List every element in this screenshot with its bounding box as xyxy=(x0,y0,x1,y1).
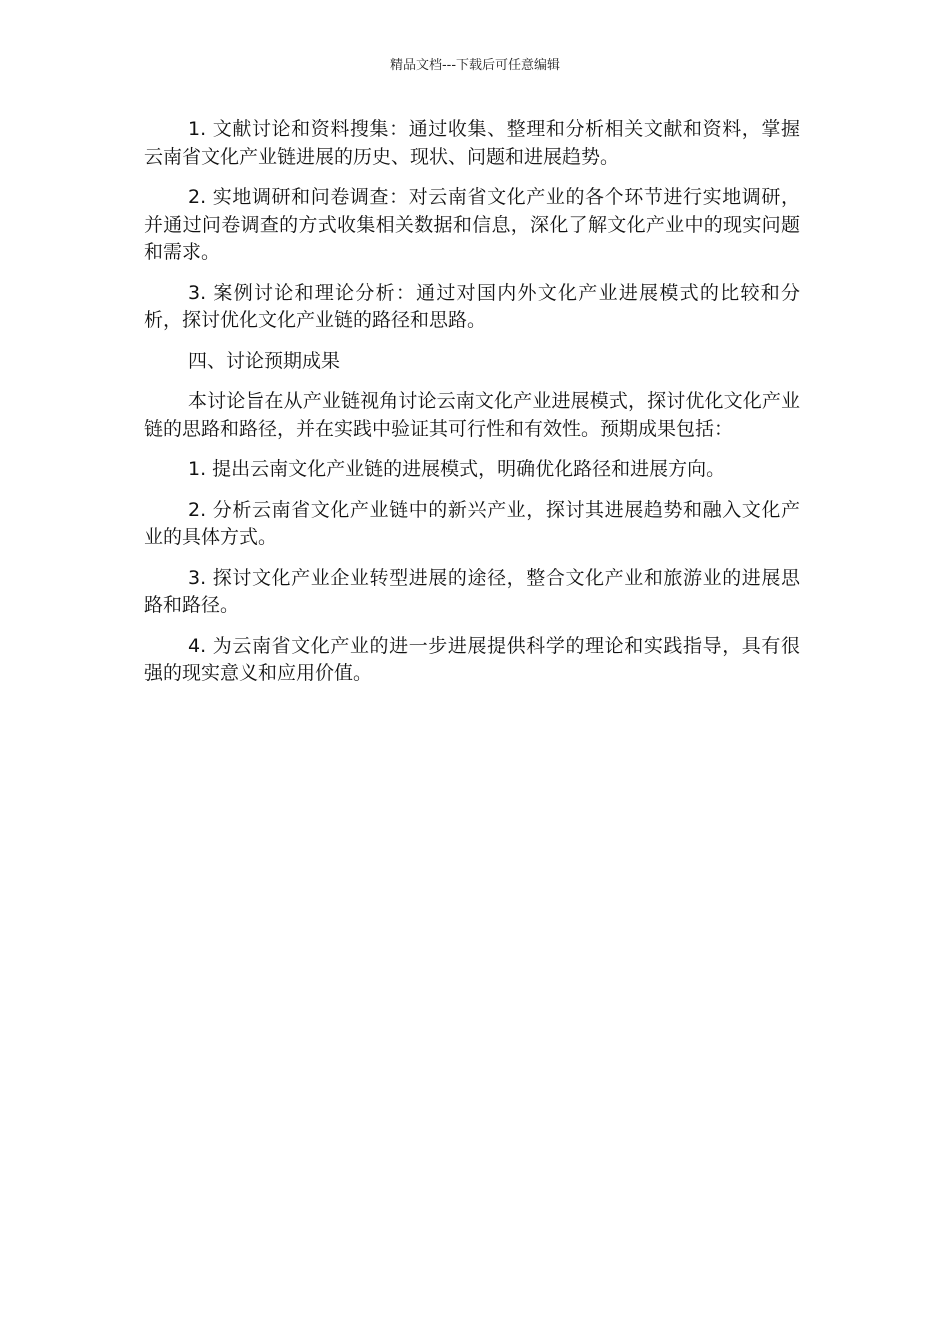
result-item-1: 1. 提出云南文化产业链的进展模式，明确优化路径和进展方向。 xyxy=(188,458,726,480)
expected-results-intro: 本讨论旨在从产业链视角讨论云南文化产业进展模式，探讨优化文化产业链的思路和路径，并在实践中验证其可行性和有效性。预期成果包括： xyxy=(144,390,800,440)
result-item-3: 3. 探讨文化产业企业转型进展的途径，整合文化产业和旅游业的进展思路和路径。 xyxy=(144,566,800,616)
result-item-2: 2. 分析云南省文化产业链中的新兴产业，探讨其进展趋势和融入文化产业的具体方式。 xyxy=(144,498,800,548)
method-item-case-study: 3. 案例讨论和理论分析：通过对国内外文化产业进展模式的比较和分析，探讨优化文化产业链的路径和思路。 xyxy=(144,281,800,331)
document-body xyxy=(144,116,800,701)
page-header: 精品文档---下载后可任意编辑 xyxy=(389,58,561,73)
section-heading-expected-results: 四、讨论预期成果 xyxy=(188,349,341,372)
result-item-4: 4. 为云南省文化产业的进一步进展提供科学的理论和实践指导，具有很强的现实意义和应用价值。 xyxy=(144,634,800,684)
method-item-literature: 1. 文献讨论和资料搜集：通过收集、整理和分析相关文献和资料，掌握云南省文化产业链进展的历史、现状、问题和进展趋势。 xyxy=(144,118,800,168)
method-item-fieldwork: 2. 实地调研和问卷调查：对云南省文化产业的各个环节进行实地调研，并通过问卷调查的方式收集相关数据和信息，深化了解文化产业中的现实问题和需求。 xyxy=(144,186,800,263)
